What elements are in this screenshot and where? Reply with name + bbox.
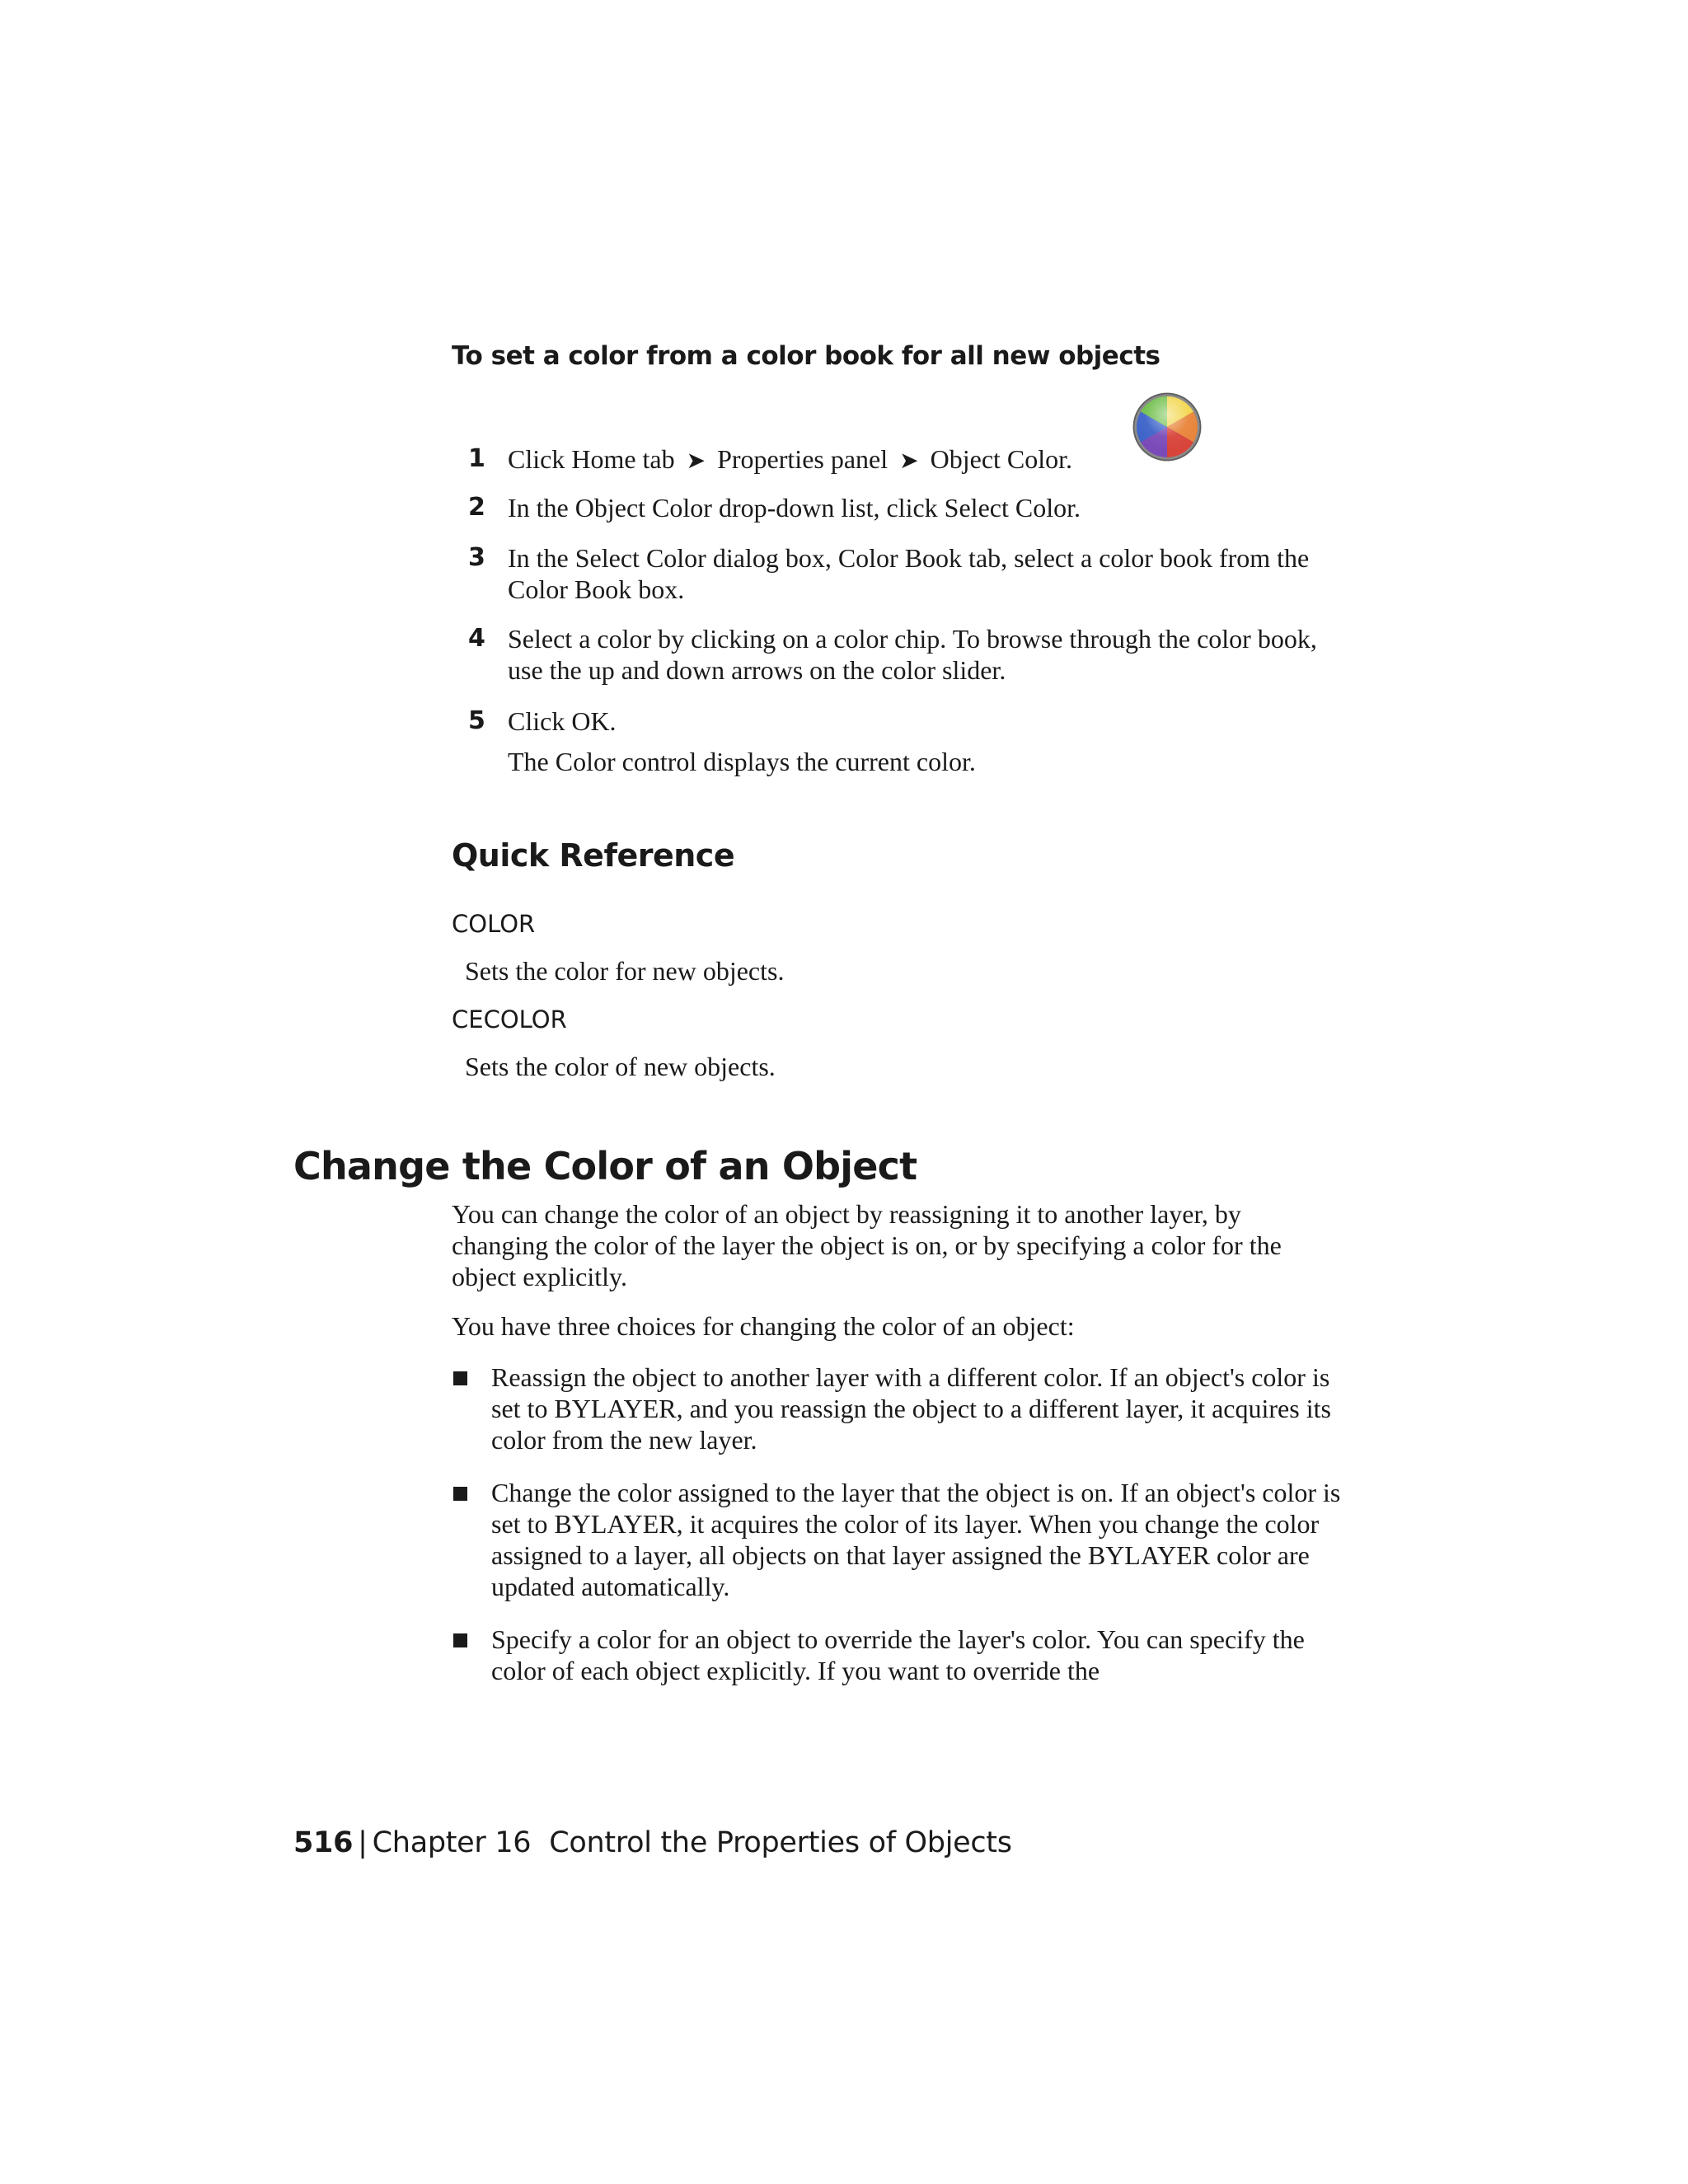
list-item-text: Specify a color for an object to override the layer's color. You can specify the color of each object explicitly. If you want to override the bbox=[491, 1624, 1305, 1685]
footer-separator: | bbox=[358, 1826, 368, 1859]
menu-path-home-tab: Click Home tab bbox=[508, 444, 675, 474]
command-name: CECOLOR bbox=[452, 1005, 567, 1033]
step-text: In the Select Color dialog box, Color Book tab, select a color book from the Color Book box. bbox=[508, 543, 1310, 604]
step-text bbox=[508, 443, 1342, 477]
chapter-title: Control the Properties of Objects bbox=[549, 1826, 1012, 1859]
command-description: Sets the color of new objects. bbox=[465, 1052, 776, 1081]
section-paragraph: You have three choices for changing the color of an object: bbox=[452, 1311, 1075, 1341]
menu-path-object-color: Object Color. bbox=[930, 444, 1073, 474]
list-item-text: Change the color assigned to the layer that the object is on. If an object's color is set to BYLAYER, it acquires the color of its layer. When you change the color assigned to a layer, all objects on that layer assigned the BYLAYER color are updated automatically. bbox=[491, 1478, 1341, 1601]
bullet-square-icon bbox=[453, 1487, 467, 1501]
arrow-right-icon: ➤ bbox=[899, 448, 919, 474]
arrow-right-icon: ➤ bbox=[686, 448, 706, 474]
step-text: Select a color by clicking on a color chip. To browse through the color book, use the up and down arrows on the color slider. bbox=[508, 624, 1317, 685]
step-number: 1 bbox=[468, 444, 485, 473]
object-color-wheel-icon bbox=[1131, 391, 1203, 463]
bullet-square-icon bbox=[453, 1371, 467, 1385]
page-number: 516 bbox=[293, 1826, 354, 1859]
step-result: The Color control displays the current color. bbox=[508, 747, 976, 776]
step-text: In the Object Color drop-down list, click Select Color. bbox=[508, 493, 1081, 523]
chapter-label: Chapter 16 bbox=[372, 1826, 532, 1859]
step-number: 5 bbox=[468, 706, 485, 735]
bullet-square-icon bbox=[453, 1633, 467, 1647]
step-number: 4 bbox=[468, 624, 485, 653]
step-text: Click OK. bbox=[508, 706, 617, 736]
step-number: 3 bbox=[468, 543, 485, 572]
section-title: Change the Color of an Object bbox=[293, 1144, 917, 1188]
step-number: 2 bbox=[468, 493, 485, 522]
section-paragraph: You can change the color of an object by reassigning it to another layer, by changing the color of the layer the object is on, or by specifying a color for the object explicitly. bbox=[452, 1199, 1282, 1291]
quick-reference-heading: Quick Reference bbox=[452, 837, 735, 874]
menu-path-properties-panel: Properties panel bbox=[717, 444, 889, 474]
command-description: Sets the color for new objects. bbox=[465, 956, 785, 986]
page-footer bbox=[293, 1826, 1012, 1859]
command-name: COLOR bbox=[452, 910, 536, 938]
procedure-title: To set a color from a color book for all new objects bbox=[452, 341, 1160, 371]
list-item-text: Reassign the object to another layer with a different color. If an object's color is set to BYLAYER, and you reassign the object to a different layer, it acquires its color from the new layer. bbox=[491, 1362, 1331, 1455]
